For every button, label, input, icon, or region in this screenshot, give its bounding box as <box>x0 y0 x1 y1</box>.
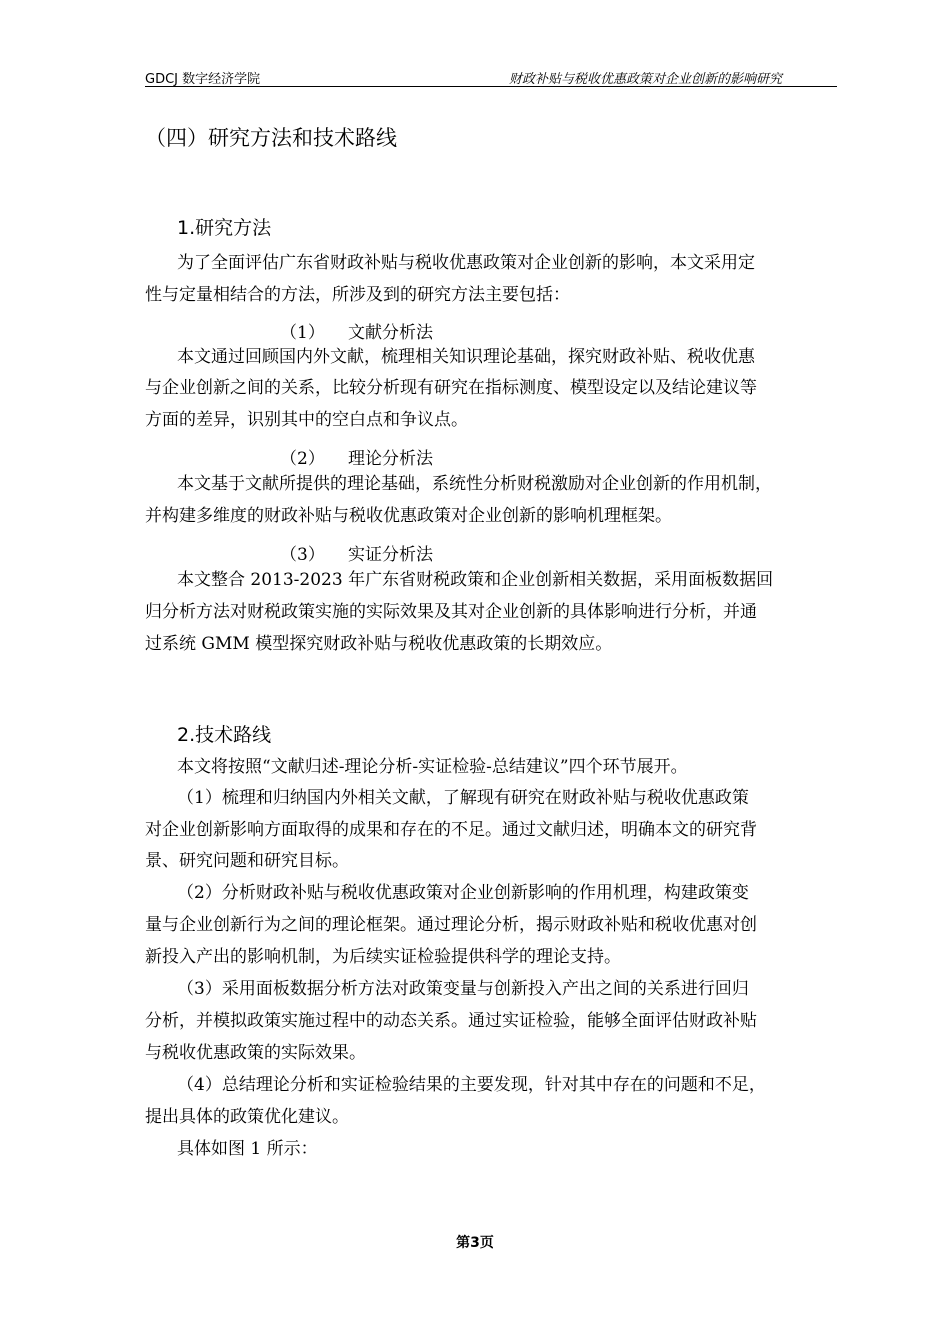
paragraph-line: （2）分析财政补贴与税收优惠政策对企业创新影响的作用机理，构建政策变 <box>177 883 749 903</box>
method-number: （3） <box>280 545 325 565</box>
paragraph-line: 归分析方法对财税政策实施的实际效果及其对企业创新的具体影响进行分析，并通 <box>145 602 757 622</box>
paragraph-line: 并构建多维度的财政补贴与税收优惠政策对企业创新的影响机理框架。 <box>145 506 672 526</box>
paragraph-line: 本文基于文献所提供的理论基础，系统性分析财税激励对企业创新的作用机制， <box>177 474 772 494</box>
method-number: （2） <box>280 449 325 469</box>
paragraph-line: 新投入产出的影响机制，为后续实证检验提供科学的理论支持。 <box>145 947 621 967</box>
method-item-literature <box>280 318 433 343</box>
paragraph-line: 方面的差异，识别其中的空白点和争议点。 <box>145 410 468 430</box>
section-title: （四）研究方法和技术路线 <box>145 126 397 150</box>
method-label: 理论分析法 <box>348 449 433 469</box>
page-header <box>145 66 837 87</box>
paragraph-line: 提出具体的政策优化建议。 <box>145 1107 349 1127</box>
paragraph-line: 具体如图 1 所示： <box>177 1139 318 1159</box>
paragraph-line: 本文通过回顾国内外文献，梳理相关知识理论基础，探究财政补贴、税收优惠 <box>177 347 755 367</box>
paragraph-line: （4）总结理论分析和实证检验结果的主要发现，针对其中存在的问题和不足， <box>177 1075 766 1095</box>
paragraph-line: 与税收优惠政策的实际效果。 <box>145 1043 366 1063</box>
paragraph-line: 量与企业创新行为之间的理论框架。通过理论分析，揭示财政补贴和税收优惠对创 <box>145 915 757 935</box>
paragraph-line: 为了全面评估广东省财政补贴与税收优惠政策对企业创新的影响，本文采用定 <box>177 253 755 273</box>
page-number: 第3页 <box>456 1235 494 1251</box>
paragraph-line: 景、研究问题和研究目标。 <box>145 851 349 871</box>
paragraph-line: （1）梳理和归纳国内外相关文献，了解现有研究在财政补贴与税收优惠政策 <box>177 788 749 808</box>
paragraph-line: 本文将按照“文献归述-理论分析-实证检验-总结建议”四个环节展开。 <box>177 757 688 777</box>
method-label: 文献分析法 <box>348 323 433 343</box>
header-paper-title: 财政补贴与税收优惠政策对企业创新的影响研究 <box>508 72 782 87</box>
paragraph-line: 对企业创新影响方面取得的成果和存在的不足。通过文献归述，明确本文的研究背 <box>145 820 757 840</box>
method-item-empirical <box>280 540 433 565</box>
header-institution: GDCJ 数字经济学院 <box>145 72 261 87</box>
paragraph-line: 过系统 GMM 模型探究财政补贴与税收优惠政策的长期效应。 <box>145 634 613 654</box>
paragraph-line: 分析，并模拟政策实施过程中的动态关系。通过实证检验，能够全面评估财政补贴 <box>145 1011 757 1031</box>
paragraph-line: 与企业创新之间的关系，比较分析现有研究在指标测度、模型设定以及结论建议等 <box>145 378 757 398</box>
method-label: 实证分析法 <box>348 545 433 565</box>
method-number: （1） <box>280 323 325 343</box>
method-item-theory <box>280 444 433 469</box>
methods-heading: 1.研究方法 <box>177 217 272 239</box>
paragraph-line: 本文整合 2013-2023 年广东省财税政策和企业创新相关数据，采用面板数据回 <box>177 570 774 590</box>
route-heading: 2.技术路线 <box>177 724 272 746</box>
paragraph-line: （3）采用面板数据分析方法对政策变量与创新投入产出之间的关系进行回归 <box>177 979 749 999</box>
paragraph-line: 性与定量相结合的方法，所涉及到的研究方法主要包括： <box>145 285 570 305</box>
